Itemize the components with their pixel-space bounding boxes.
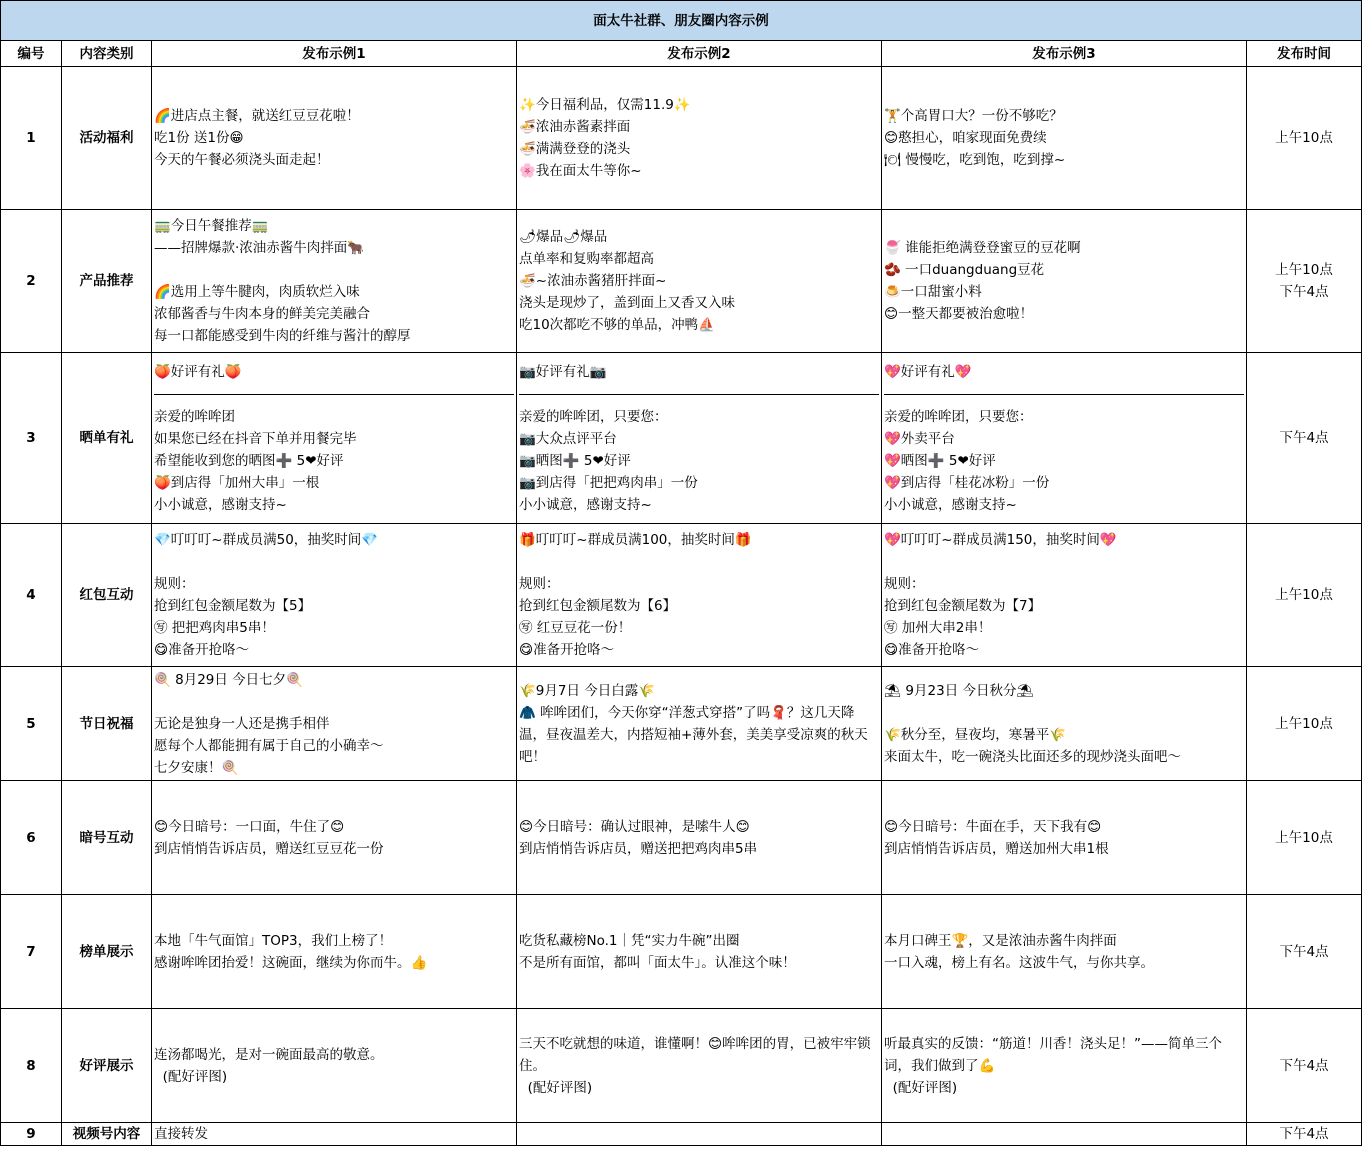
table-row bbox=[1, 667, 1362, 781]
example-line: 三天不吃就想的味道，谁懂啊！😊哞哞团的胃，已被牢牢锁住。 bbox=[519, 1035, 871, 1074]
table-row bbox=[1, 353, 1362, 524]
example-1-cell bbox=[152, 1009, 517, 1123]
row-category: 节日祝福 bbox=[62, 667, 152, 781]
example-line: ㊢ 加州大串2串！ bbox=[884, 620, 992, 636]
example-line bbox=[154, 691, 514, 713]
example-2-cell bbox=[517, 895, 882, 1009]
row-category: 榜单展示 bbox=[62, 895, 152, 1009]
example-line: 连汤都喝光，是对一碗面最高的敬意。 bbox=[154, 1046, 384, 1063]
separator-line bbox=[884, 383, 1244, 395]
example-1-cell bbox=[152, 210, 517, 353]
example-1-cell bbox=[152, 895, 517, 1009]
example-2-cell bbox=[517, 210, 882, 353]
example-line: 吃10次都吃不够的单品，冲鸭⛵ bbox=[519, 317, 715, 333]
example-2-cell bbox=[517, 667, 882, 781]
example-line: 小小诚意，感谢支持~ bbox=[519, 496, 652, 513]
row-category: 红包互动 bbox=[62, 524, 152, 667]
example-line: 浓郁酱香与牛肉本身的鲜美完美融合 bbox=[154, 306, 370, 322]
example-line: 😊今日暗号：确认过眼神，是嗦牛人😊 bbox=[519, 818, 750, 835]
example-line: 小小诚意，感谢支持~ bbox=[154, 496, 287, 513]
example-line: 亲爱的哞哞团，只要您： bbox=[884, 408, 1033, 425]
example-line: 🌾秋分至，昼夜均，寒暑平🌾 bbox=[884, 726, 1067, 743]
example-line: (配好评图) bbox=[519, 1079, 593, 1096]
publish-time-cell bbox=[1247, 895, 1362, 1009]
example-line: 吃1份 送1份😁 bbox=[154, 130, 244, 146]
example-line: 💖好评有礼💖 bbox=[884, 363, 972, 380]
example-3-cell bbox=[882, 67, 1247, 210]
example-line: 亲爱的哞哞团 bbox=[154, 408, 235, 425]
publish-time: 下午4点 bbox=[1279, 1057, 1329, 1074]
example-line: 感谢哞哞团抬爱！这碗面，继续为你而牛。👍 bbox=[154, 954, 428, 971]
row-number: 9 bbox=[1, 1123, 62, 1146]
row-number: 4 bbox=[1, 524, 62, 667]
example-3-cell bbox=[882, 1123, 1247, 1146]
example-line: (配好评图) bbox=[154, 1068, 228, 1085]
table-body bbox=[1, 67, 1362, 1146]
example-line: 💖晒图➕ 5❤好评 bbox=[884, 452, 996, 469]
example-2-cell bbox=[517, 524, 882, 667]
row-category: 活动福利 bbox=[62, 67, 152, 210]
publish-time-cell bbox=[1247, 67, 1362, 210]
example-line: 🍮一口甜蜜小料 bbox=[884, 284, 982, 300]
example-line: 🌈选用上等牛腱肉，肉质软烂入味 bbox=[154, 284, 360, 300]
publish-time: 上午10点 bbox=[1275, 829, 1333, 846]
table-row bbox=[1, 210, 1362, 353]
row-number: 8 bbox=[1, 1009, 62, 1123]
row-number: 1 bbox=[1, 67, 62, 210]
example-line: 💖外卖平台 bbox=[884, 430, 955, 447]
example-line: 到店悄悄告诉店员，赠送加州大串1根 bbox=[884, 840, 1109, 857]
example-line: 一口入魂，榜上有名。这波牛气，与你共享。 bbox=[884, 954, 1154, 971]
table-row bbox=[1, 67, 1362, 210]
example-3-cell bbox=[882, 210, 1247, 353]
row-number: 2 bbox=[1, 210, 62, 353]
example-line: 💖叮叮叮~群成员满150，抽奖时间💖 bbox=[884, 532, 1117, 548]
example-line: 抢到红包金额尾数为【5】 bbox=[154, 598, 312, 614]
example-line: 七夕安康！🍭 bbox=[154, 759, 239, 776]
example-1-cell bbox=[152, 667, 517, 781]
header-publish-time: 发布时间 bbox=[1247, 41, 1362, 67]
table-row bbox=[1, 1123, 1362, 1146]
example-line: ⛱ 9月23日 今日秋分⛱ bbox=[884, 682, 1034, 699]
example-1-cell bbox=[152, 1123, 517, 1146]
example-line: 抢到红包金额尾数为【6】 bbox=[519, 598, 677, 614]
example-line: 到店悄悄告诉店员，赠送红豆豆花一份 bbox=[154, 840, 384, 857]
example-3-cell bbox=[882, 667, 1247, 781]
example-line: (配好评图) bbox=[884, 1079, 958, 1096]
publish-time-cell bbox=[1247, 353, 1362, 524]
example-line: 🍜浓油赤酱素拌面 bbox=[519, 119, 631, 135]
example-line: 📷到店得「把把鸡肉串」一份 bbox=[519, 474, 698, 491]
example-line: 规则： bbox=[884, 576, 925, 592]
row-category: 产品推荐 bbox=[62, 210, 152, 353]
example-line: 到店悄悄告诉店员，赠送把把鸡肉串5串 bbox=[519, 840, 758, 857]
example-1-cell bbox=[152, 524, 517, 667]
publish-time: 下午4点 bbox=[1279, 1126, 1329, 1142]
example-line: 🌶爆品🌶爆品 bbox=[519, 229, 608, 245]
separator-line bbox=[154, 383, 514, 395]
header-example-1: 发布示例1 bbox=[152, 41, 517, 67]
publish-time-cell bbox=[1247, 781, 1362, 895]
example-line bbox=[884, 702, 1244, 724]
example-line bbox=[154, 551, 514, 573]
header-example-3: 发布示例3 bbox=[882, 41, 1247, 67]
publish-time-cell bbox=[1247, 524, 1362, 667]
example-line: 来面太牛，吃一碗浇头比面还多的现炒浇头面吧～ bbox=[884, 748, 1181, 765]
example-line: 😋准备开抢咯～ bbox=[884, 642, 980, 658]
example-line: 希望能收到您的晒图➕ 5❤好评 bbox=[154, 452, 344, 469]
example-line bbox=[154, 259, 514, 281]
example-2-cell bbox=[517, 781, 882, 895]
example-line: 📷好评有礼📷 bbox=[519, 363, 607, 380]
publish-time: 上午10点 bbox=[1275, 262, 1333, 278]
row-category: 视频号内容 bbox=[62, 1123, 152, 1146]
example-line: 🍜满满登登的浇头 bbox=[519, 141, 631, 157]
example-line bbox=[884, 551, 1244, 573]
example-line: 如果您已经在抖音下单并用餐完毕 bbox=[154, 430, 357, 447]
table-row bbox=[1, 524, 1362, 667]
publish-time: 下午4点 bbox=[1279, 284, 1329, 300]
example-line: 😊憨担心，咱家现面免费续 bbox=[884, 130, 1047, 146]
example-1-cell bbox=[152, 67, 517, 210]
example-line: 😋准备开抢咯～ bbox=[519, 642, 615, 658]
example-line: 🌾9月7日 今日白露🌾 bbox=[519, 682, 656, 699]
example-line: 🌈进店点主餐，就送红豆豆花啦！ bbox=[154, 108, 360, 124]
table-title: 面太牛社群、朋友圈内容示例 bbox=[1, 1, 1362, 41]
example-line: 浇头是现炒了，盖到面上又香又入味 bbox=[519, 295, 735, 311]
example-1-cell bbox=[152, 353, 517, 524]
publish-time: 下午4点 bbox=[1279, 943, 1329, 960]
example-line: 🍑到店得「加州大串」一根 bbox=[154, 474, 320, 491]
row-category: 好评展示 bbox=[62, 1009, 152, 1123]
header-number: 编号 bbox=[1, 41, 62, 67]
example-line: 本月口碑王🏆，又是浓油赤酱牛肉拌面 bbox=[884, 932, 1117, 949]
example-2-cell bbox=[517, 1123, 882, 1146]
row-number: 5 bbox=[1, 667, 62, 781]
example-1-cell bbox=[152, 781, 517, 895]
row-category: 晒单有礼 bbox=[62, 353, 152, 524]
publish-time-cell bbox=[1247, 1009, 1362, 1123]
publish-time: 上午10点 bbox=[1275, 130, 1333, 146]
example-line: 抢到红包金额尾数为【7】 bbox=[884, 598, 1042, 614]
example-line: 点单率和复购率都超高 bbox=[519, 251, 654, 267]
row-number: 3 bbox=[1, 353, 62, 524]
example-line: 直接转发 bbox=[154, 1126, 208, 1142]
example-line: 无论是独身一人还是携手相伴 bbox=[154, 715, 330, 732]
table-row bbox=[1, 781, 1362, 895]
example-line bbox=[519, 551, 879, 573]
header-example-2: 发布示例2 bbox=[517, 41, 882, 67]
example-line: 🫘 一口duangduang豆花 bbox=[884, 262, 1045, 278]
publish-time: 下午4点 bbox=[1279, 430, 1329, 446]
example-line: 🎁叮叮叮~群成员满100，抽奖时间🎁 bbox=[519, 532, 752, 548]
example-line: 📷晒图➕ 5❤好评 bbox=[519, 452, 631, 469]
example-2-cell bbox=[517, 67, 882, 210]
example-3-cell bbox=[882, 353, 1247, 524]
example-line: 🚃今日午餐推荐🚃 bbox=[154, 218, 269, 234]
example-3-cell bbox=[882, 524, 1247, 667]
example-line: 🏋个高胃口大？一份不够吃？ bbox=[884, 108, 1063, 124]
example-line: 🍑好评有礼🍑 bbox=[154, 363, 242, 380]
example-line: 吃货私藏榜No.1｜凭“实力牛碗”出圈 bbox=[519, 932, 740, 949]
example-line: 🧥 哞哞团们，今天你穿“洋葱式穿搭”了吗🧣？这几天降温，昼夜温差大，内搭短袖+薄外套，美美享受凉爽的秋天吧！ bbox=[519, 704, 868, 765]
example-line: ——招牌爆款·浓油赤酱牛肉拌面🐂 bbox=[154, 240, 365, 256]
example-line: 规则： bbox=[154, 576, 195, 592]
publish-time: 上午10点 bbox=[1275, 587, 1333, 603]
example-2-cell bbox=[517, 1009, 882, 1123]
example-line: 今天的午餐必须浇头面走起！ bbox=[154, 152, 330, 168]
publish-time-cell bbox=[1247, 1123, 1362, 1146]
example-line: 🍜~浓油赤酱猪肝拌面~ bbox=[519, 273, 667, 289]
publish-time-cell bbox=[1247, 667, 1362, 781]
example-line: 😋准备开抢咯～ bbox=[154, 642, 250, 658]
example-3-cell bbox=[882, 895, 1247, 1009]
example-line: 每一口都能感受到牛肉的纤维与酱汁的醇厚 bbox=[154, 328, 411, 344]
example-line: 🍭 8月29日 今日七夕🍭 bbox=[154, 671, 303, 688]
example-line: 🍧 谁能拒绝满登登蜜豆的豆花啊 bbox=[884, 240, 1081, 256]
publish-time: 上午10点 bbox=[1275, 715, 1333, 732]
example-line: 不是所有面馆，都叫「面太牛」。认准这个味！ bbox=[519, 954, 796, 971]
table-row bbox=[1, 1009, 1362, 1123]
example-line: 小小诚意，感谢支持~ bbox=[884, 496, 1017, 513]
example-line: ✨今日福利品，仅需11.9✨ bbox=[519, 97, 691, 113]
example-line: 本地「牛气面馆」TOP3，我们上榜了！ bbox=[154, 932, 393, 949]
example-line: 💎叮叮叮~群成员满50，抽奖时间💎 bbox=[154, 532, 379, 548]
example-line: 💖到店得「桂花冰粉」一份 bbox=[884, 474, 1050, 491]
example-2-cell bbox=[517, 353, 882, 524]
row-category: 暗号互动 bbox=[62, 781, 152, 895]
row-number: 7 bbox=[1, 895, 62, 1009]
header-category: 内容类别 bbox=[62, 41, 152, 67]
example-3-cell bbox=[882, 781, 1247, 895]
example-line: 🌸我在面太牛等你~ bbox=[519, 163, 642, 179]
example-line: 愿每个人都能拥有属于自己的小确幸～ bbox=[154, 737, 384, 754]
table-row bbox=[1, 895, 1362, 1009]
example-3-cell bbox=[882, 1009, 1247, 1123]
example-line: 规则： bbox=[519, 576, 560, 592]
example-line: 听最真实的反馈：“筋道！川香！浇头足！”——简单三个词，我们做到了💪 bbox=[884, 1035, 1222, 1074]
publish-time-cell bbox=[1247, 210, 1362, 353]
example-line: 亲爱的哞哞团，只要您： bbox=[519, 408, 668, 425]
example-line: ㊢ 把把鸡肉串5串！ bbox=[154, 620, 275, 636]
example-line: 😊一整天都要被治愈啦！ bbox=[884, 306, 1034, 322]
example-line: 📷大众点评平台 bbox=[519, 430, 617, 447]
row-number: 6 bbox=[1, 781, 62, 895]
separator-line bbox=[519, 383, 879, 395]
example-line: ㊢ 红豆豆花一份！ bbox=[519, 620, 632, 636]
example-line: 🍽 慢慢吃，吃到饱，吃到撑~ bbox=[884, 152, 1066, 168]
example-line: 😊今日暗号：一口面，牛住了😊 bbox=[154, 818, 345, 835]
example-line: 😊今日暗号：牛面在手，天下我有😊 bbox=[884, 818, 1102, 835]
